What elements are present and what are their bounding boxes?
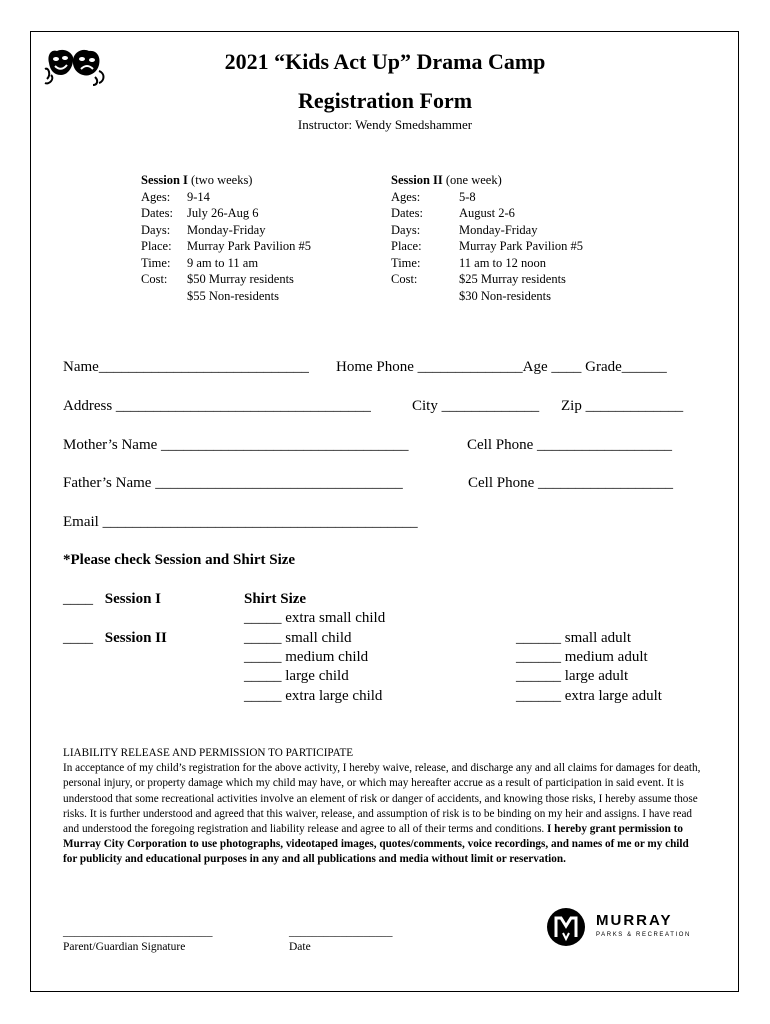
- session2-days-label: Days:: [391, 222, 421, 237]
- session2-dates-value: August 2-6: [459, 206, 515, 220]
- signature-line[interactable]: __________________________: [63, 926, 213, 938]
- session2-check[interactable]: [63, 630, 167, 647]
- session2-dates-label: Dates:: [391, 206, 423, 220]
- session1-cost-blank: [141, 288, 187, 305]
- liability-section: [63, 746, 703, 868]
- father-name-field[interactable]: Father’s Name _________________________________: [63, 475, 403, 491]
- session2-check-blank[interactable]: ____: [63, 630, 93, 646]
- father-cell-field[interactable]: Cell Phone __________________: [468, 475, 673, 491]
- city-field[interactable]: City _____________: [412, 398, 540, 414]
- session1-dates-value: July 26-Aug 6: [187, 206, 259, 220]
- signature-label: Parent/Guardian Signature: [63, 941, 186, 953]
- session1-check-label: Session I: [104, 591, 162, 607]
- session1-cost-label: Cost:: [141, 272, 168, 286]
- session1-place-value: Murray Park Pavilion #5: [187, 239, 311, 253]
- instructor-line: Instructor: Wendy Smedshammer: [297, 117, 473, 132]
- shirt-extra-large-child[interactable]: _____ extra large child: [244, 688, 383, 704]
- logo-name: MURRAY: [596, 912, 673, 929]
- check-instructions: *Please check Session and Shirt Size: [63, 552, 296, 568]
- liability-text: [63, 761, 703, 867]
- shirt-large-adult[interactable]: ______ large adult: [516, 668, 629, 684]
- mother-cell-field[interactable]: Cell Phone __________________: [467, 437, 672, 453]
- shirt-medium-child[interactable]: _____ medium child: [244, 649, 369, 665]
- date-label: Date: [289, 941, 311, 953]
- session1-cost-nonresident: $55 Non-residents: [187, 288, 279, 303]
- session2-place-value: Murray Park Pavilion #5: [459, 239, 583, 253]
- session1-dates-label: Dates:: [141, 206, 173, 220]
- session1-ages-value: 9-14: [187, 189, 210, 204]
- session2-cost-label: Cost:: [391, 272, 418, 286]
- session2-ages-label: Ages:: [391, 189, 421, 204]
- page-title: 2021 “Kids Act Up” Drama Camp: [224, 49, 546, 74]
- zip-field[interactable]: Zip _____________: [561, 398, 684, 414]
- session2-cost-blank: [391, 288, 459, 305]
- murray-logo-icon: [546, 907, 586, 947]
- session2-days-value: Monday-Friday: [459, 222, 538, 237]
- session2-duration: (one week): [442, 173, 502, 187]
- email-field[interactable]: Email __________________________________________: [63, 514, 418, 530]
- date-line[interactable]: __________________: [289, 926, 393, 938]
- shirt-medium-adult[interactable]: ______ medium adult: [516, 649, 648, 665]
- session2-time-label: Time:: [391, 255, 421, 270]
- liability-heading: LIABILITY RELEASE AND PERMISSION TO PARTICIPATE: [63, 747, 354, 759]
- shirt-extra-small-child[interactable]: _____ extra small child: [244, 610, 386, 626]
- session1-time-label: Time:: [141, 255, 171, 270]
- shirt-small-adult[interactable]: ______ small adult: [516, 630, 631, 646]
- session1-ages-label: Ages:: [141, 189, 171, 204]
- liability-body: In acceptance of my child’s registration for the above activity, I hereby waive, release, and discharge any and all claims for damages for death, personal injury, or property damage which my child may have, or which may hereafter accrue as a result of participation in said event. It is understood that some recreational activities involve an element of risk or danger of accidents, and knowing those risks, I hereby assume those risks. It is further understood and agreed that this waiver, release, and assumption of risk is to be binding on my heir and assigns. I have read and understood the foregoing registration and liability release and agree to all of their terms and conditions.: [63, 762, 701, 836]
- shirt-extra-large-adult[interactable]: ______ extra large adult: [516, 688, 662, 704]
- logo-tagline: PARKS & RECREATION: [596, 932, 691, 938]
- shirt-large-child[interactable]: _____ large child: [244, 668, 349, 684]
- session1-cost-resident: $50 Murray residents: [187, 272, 294, 286]
- shirt-small-child[interactable]: _____ small child: [244, 630, 352, 646]
- session1-duration: (two weeks): [187, 173, 253, 187]
- session1-days-value: Monday-Friday: [187, 222, 266, 237]
- session1-heading: Session I: [141, 173, 188, 187]
- session1-days-label: Days:: [141, 222, 171, 237]
- session2-check-label: Session II: [104, 630, 167, 646]
- address-field[interactable]: Address __________________________________: [63, 398, 371, 414]
- session2-place-label: Place:: [391, 239, 422, 253]
- session2-cost-resident: $25 Murray residents: [459, 272, 566, 286]
- session1-info: [141, 172, 311, 304]
- session2-cost-nonresident: $30 Non-residents: [459, 288, 551, 303]
- home-phone-age-grade-field[interactable]: Home Phone ______________Age ____ Grade______: [336, 359, 667, 375]
- liability-permission: I hereby grant permission to Murray City Corporation to use photographs, videotaped images, quotes/comments, voice recordings, and names of me or my child for publicity and educational purposes in any and all publications and media without limit or reservation.: [63, 823, 689, 866]
- session2-ages-value: 5-8: [459, 189, 476, 204]
- session1-time-value: 9 am to 11 am: [187, 255, 259, 270]
- session2-heading: Session II: [391, 173, 443, 187]
- session2-info: [391, 172, 583, 304]
- session1-check[interactable]: [63, 591, 161, 608]
- session1-check-blank[interactable]: ____: [63, 591, 93, 607]
- name-field[interactable]: Name____________________________: [63, 359, 309, 375]
- form-subtitle: Registration Form: [297, 88, 473, 113]
- session2-time-value: 11 am to 12 noon: [459, 255, 547, 270]
- session1-place-label: Place:: [141, 239, 172, 253]
- mother-name-field[interactable]: Mother’s Name _________________________________: [63, 437, 409, 453]
- shirt-size-heading: Shirt Size: [244, 591, 307, 607]
